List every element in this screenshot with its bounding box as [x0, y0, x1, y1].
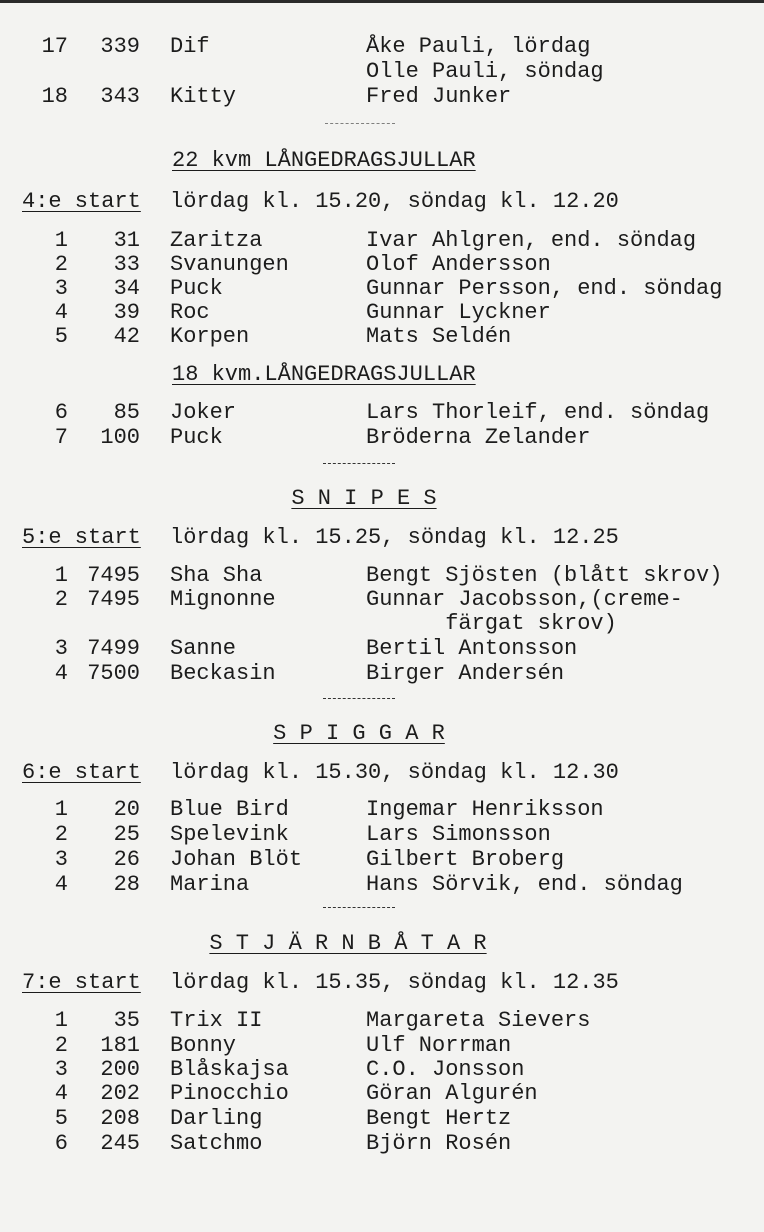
sail-number: 100	[100, 425, 140, 450]
skipper-name: Gunnar Lyckner	[366, 300, 551, 325]
position-number: 3	[54, 276, 68, 301]
class-title-stjarnbatar: S T J Ä R N B Å T A R	[209, 931, 487, 956]
position-number: 1	[54, 228, 68, 253]
position-number: 4	[54, 300, 68, 325]
position-number: 6	[54, 1131, 68, 1156]
skipper-name: färgat skrov)	[366, 611, 617, 636]
start-time: lördag kl. 15.35, söndag kl. 12.35	[170, 970, 619, 995]
skipper-name: Fred Junker	[366, 84, 512, 109]
start-label: 5:e start	[22, 525, 141, 550]
skipper-name: Lars Simonsson	[366, 822, 551, 847]
skipper-name: Gunnar Jacobsson,(creme-	[366, 587, 683, 612]
sail-number: 7500	[87, 661, 140, 686]
boat-name: Satchmo	[170, 1131, 263, 1156]
class-title-18kvm: 18 kvm.LÅNGEDRAGSJULLAR	[172, 362, 476, 387]
position-number: 1	[54, 563, 68, 588]
skipper-name: Bengt Hertz	[366, 1106, 512, 1131]
class-title-snipes: S N I P E S	[291, 486, 437, 511]
boat-name: Puck	[170, 276, 223, 301]
skipper-name: Ingemar Henriksson	[366, 797, 604, 822]
skipper-name: Birger Andersén	[366, 661, 565, 686]
skipper-name: Olof Andersson	[366, 252, 551, 277]
sail-number: 208	[100, 1106, 140, 1131]
skipper-name: Mats Seldén	[366, 324, 512, 349]
section-title	[0, 721, 764, 747]
boat-name: Dif	[170, 34, 210, 59]
boat-name: Kitty	[170, 84, 237, 109]
skipper-name: Åke Pauli, lördag	[366, 34, 591, 59]
skipper-name: Lars Thorleif, end. söndag	[366, 400, 710, 425]
boat-name: Marina	[170, 872, 250, 897]
sail-number: 31	[113, 228, 140, 253]
sail-number: 20	[113, 797, 140, 822]
section-divider	[323, 698, 395, 699]
skipper-name: Bröderna Zelander	[366, 425, 591, 450]
boat-name: Zaritza	[170, 228, 263, 253]
sail-number: 202	[100, 1081, 140, 1106]
skipper-name: Olle Pauli, söndag	[366, 59, 604, 84]
start-label: 6:e start	[22, 760, 141, 785]
boat-name: Sha Sha	[170, 563, 263, 588]
boat-name: Korpen	[170, 324, 250, 349]
boat-name: Blåskajsa	[170, 1057, 289, 1082]
boat-name: Pinocchio	[170, 1081, 289, 1106]
boat-name: Puck	[170, 425, 223, 450]
skipper-name: Göran Algurén	[366, 1081, 538, 1106]
position-number: 5	[54, 324, 68, 349]
sail-number: 181	[100, 1033, 140, 1058]
sail-number: 34	[113, 276, 140, 301]
sail-number: 7495	[87, 587, 140, 612]
sail-number: 7495	[87, 563, 140, 588]
skipper-name: Bengt Sjösten (blått skrov)	[366, 563, 723, 588]
position-number: 18	[41, 84, 68, 109]
section-title	[0, 486, 764, 512]
position-number: 5	[54, 1106, 68, 1131]
start-time: lördag kl. 15.30, söndag kl. 12.30	[170, 760, 619, 785]
boat-name: Trix II	[170, 1008, 263, 1033]
skipper-name: C.O. Jonsson	[366, 1057, 525, 1082]
boat-name: Spelevink	[170, 822, 289, 847]
boat-name: Bonny	[170, 1033, 237, 1058]
position-number: 4	[54, 872, 68, 897]
boat-name: Darling	[170, 1106, 263, 1131]
skipper-name: Gunnar Persson, end. söndag	[366, 276, 723, 301]
position-number: 3	[54, 847, 68, 872]
sail-number: 35	[113, 1008, 140, 1033]
sail-number: 28	[113, 872, 140, 897]
section-divider	[323, 463, 395, 464]
sail-number: 200	[100, 1057, 140, 1082]
sail-number: 33	[113, 252, 140, 277]
skipper-name: Ivar Ahlgren, end. söndag	[366, 228, 697, 253]
boat-name: Svanungen	[170, 252, 289, 277]
position-number: 6	[54, 400, 68, 425]
position-number: 4	[54, 661, 68, 686]
section-divider	[325, 123, 395, 124]
boat-name: Sanne	[170, 636, 237, 661]
sail-number: 26	[113, 847, 140, 872]
position-number: 2	[54, 587, 68, 612]
boat-name: Beckasin	[170, 661, 276, 686]
boat-name: Joker	[170, 400, 237, 425]
position-number: 17	[41, 34, 68, 59]
page-top-edge	[0, 0, 764, 3]
boat-name: Mignonne	[170, 587, 276, 612]
boat-name: Johan Blöt	[170, 847, 303, 872]
position-number: 2	[54, 822, 68, 847]
class-title-spiggar: S P I G G A R	[273, 721, 445, 746]
skipper-name: Björn Rosén	[366, 1131, 512, 1156]
boat-name: Blue Bird	[170, 797, 289, 822]
start-label: 7:e start	[22, 970, 141, 995]
section-divider	[323, 907, 395, 908]
start-time: lördag kl. 15.25, söndag kl. 12.25	[170, 525, 619, 550]
skipper-name: Bertil Antonsson	[366, 636, 578, 661]
sail-number: 245	[100, 1131, 140, 1156]
position-number: 1	[54, 797, 68, 822]
start-time: lördag kl. 15.20, söndag kl. 12.20	[170, 189, 619, 214]
boat-name: Roc	[170, 300, 210, 325]
sail-number: 25	[113, 822, 140, 847]
position-number: 3	[54, 636, 68, 661]
skipper-name: Gilbert Broberg	[366, 847, 565, 872]
position-number: 7	[54, 425, 68, 450]
section-title	[0, 931, 764, 957]
sail-number: 343	[100, 84, 140, 109]
position-number: 2	[54, 252, 68, 277]
sail-number: 42	[113, 324, 140, 349]
sail-number: 339	[100, 34, 140, 59]
position-number: 4	[54, 1081, 68, 1106]
skipper-name: Hans Sörvik, end. söndag	[366, 872, 683, 897]
sail-number: 7499	[87, 636, 140, 661]
sail-number: 39	[113, 300, 140, 325]
sail-number: 85	[113, 400, 140, 425]
position-number: 3	[54, 1057, 68, 1082]
skipper-name: Ulf Norrman	[366, 1033, 512, 1058]
class-title-22kvm: 22 kvm LÅNGEDRAGSJULLAR	[172, 148, 476, 173]
position-number: 1	[54, 1008, 68, 1033]
skipper-name: Margareta Sievers	[366, 1008, 591, 1033]
start-label: 4:e start	[22, 189, 141, 214]
position-number: 2	[54, 1033, 68, 1058]
